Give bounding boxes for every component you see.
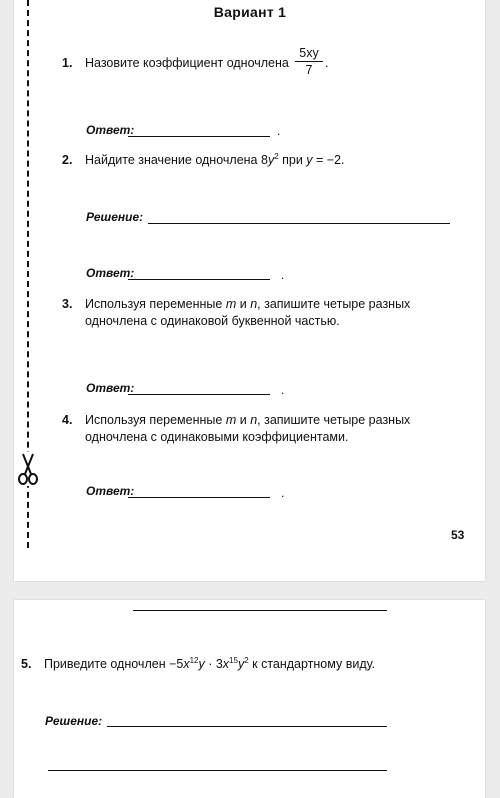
task-2-solution-line[interactable]: [148, 223, 450, 224]
task-1-fraction: [295, 46, 323, 77]
task-5-solution-line-1[interactable]: [107, 726, 387, 727]
task-2-text: Найдите значение одночлена $8y^2$ при y = −2.: [85, 151, 345, 167]
task-3-line-2: одночлена с одинаковой буквенной частью.: [85, 314, 340, 328]
worksheet-page-2: [14, 600, 485, 798]
task-3-answer-line[interactable]: [128, 394, 270, 395]
task-2-answer-dot: .: [281, 268, 285, 282]
task-4-number: 4.: [62, 413, 73, 427]
task-4-answer-dot: .: [281, 486, 285, 500]
task-4-line-1: Используя переменные m и n, запишите четыре разных: [85, 413, 411, 427]
task-2-solution-label: Решение:: [86, 210, 144, 224]
fraction-numerator: 5xy: [295, 46, 323, 62]
task-3-line-1: Используя переменные m и n, запишите четыре разных: [85, 297, 411, 311]
worksheet-page-1: [14, 0, 485, 581]
task-1-tail: .: [325, 56, 329, 70]
fraction-denominator: 7: [305, 63, 313, 77]
task-1-answer-label: Ответ:: [86, 123, 135, 137]
task-5-number: 5.: [21, 657, 32, 671]
task-5-text: Приведите одночлен $-5x^{12}y \cdot 3x^{15}y^2$ к стандартному виду.: [44, 655, 376, 671]
task-1-number: 1.: [62, 56, 73, 70]
task-2-answer-label: Ответ:: [86, 266, 135, 280]
task-3-answer-dot: .: [281, 383, 285, 397]
page-number: 53: [451, 528, 465, 542]
task-4-answer-label: Ответ:: [86, 484, 135, 498]
scissors-icon: [14, 452, 42, 486]
task-3-number: 3.: [62, 297, 73, 311]
task-3-answer-label: Ответ:: [86, 381, 135, 395]
task-1-answer-dot: .: [277, 124, 281, 138]
task-5-solution-label: Решение:: [45, 714, 103, 728]
task-5-solution-line-2[interactable]: [48, 770, 387, 771]
task-1-text: Назовите коэффициент одночлена: [85, 56, 289, 70]
task-4-line-2: одночлена с одинаковыми коэффициентами.: [85, 430, 349, 444]
variant-title: Вариант 1: [213, 4, 287, 20]
page-2-top-rule: [133, 610, 387, 611]
task-4-answer-line[interactable]: [128, 497, 270, 498]
task-1-answer-line[interactable]: [128, 136, 270, 137]
task-2-answer-line[interactable]: [128, 279, 270, 280]
task-2-number: 2.: [62, 153, 73, 167]
